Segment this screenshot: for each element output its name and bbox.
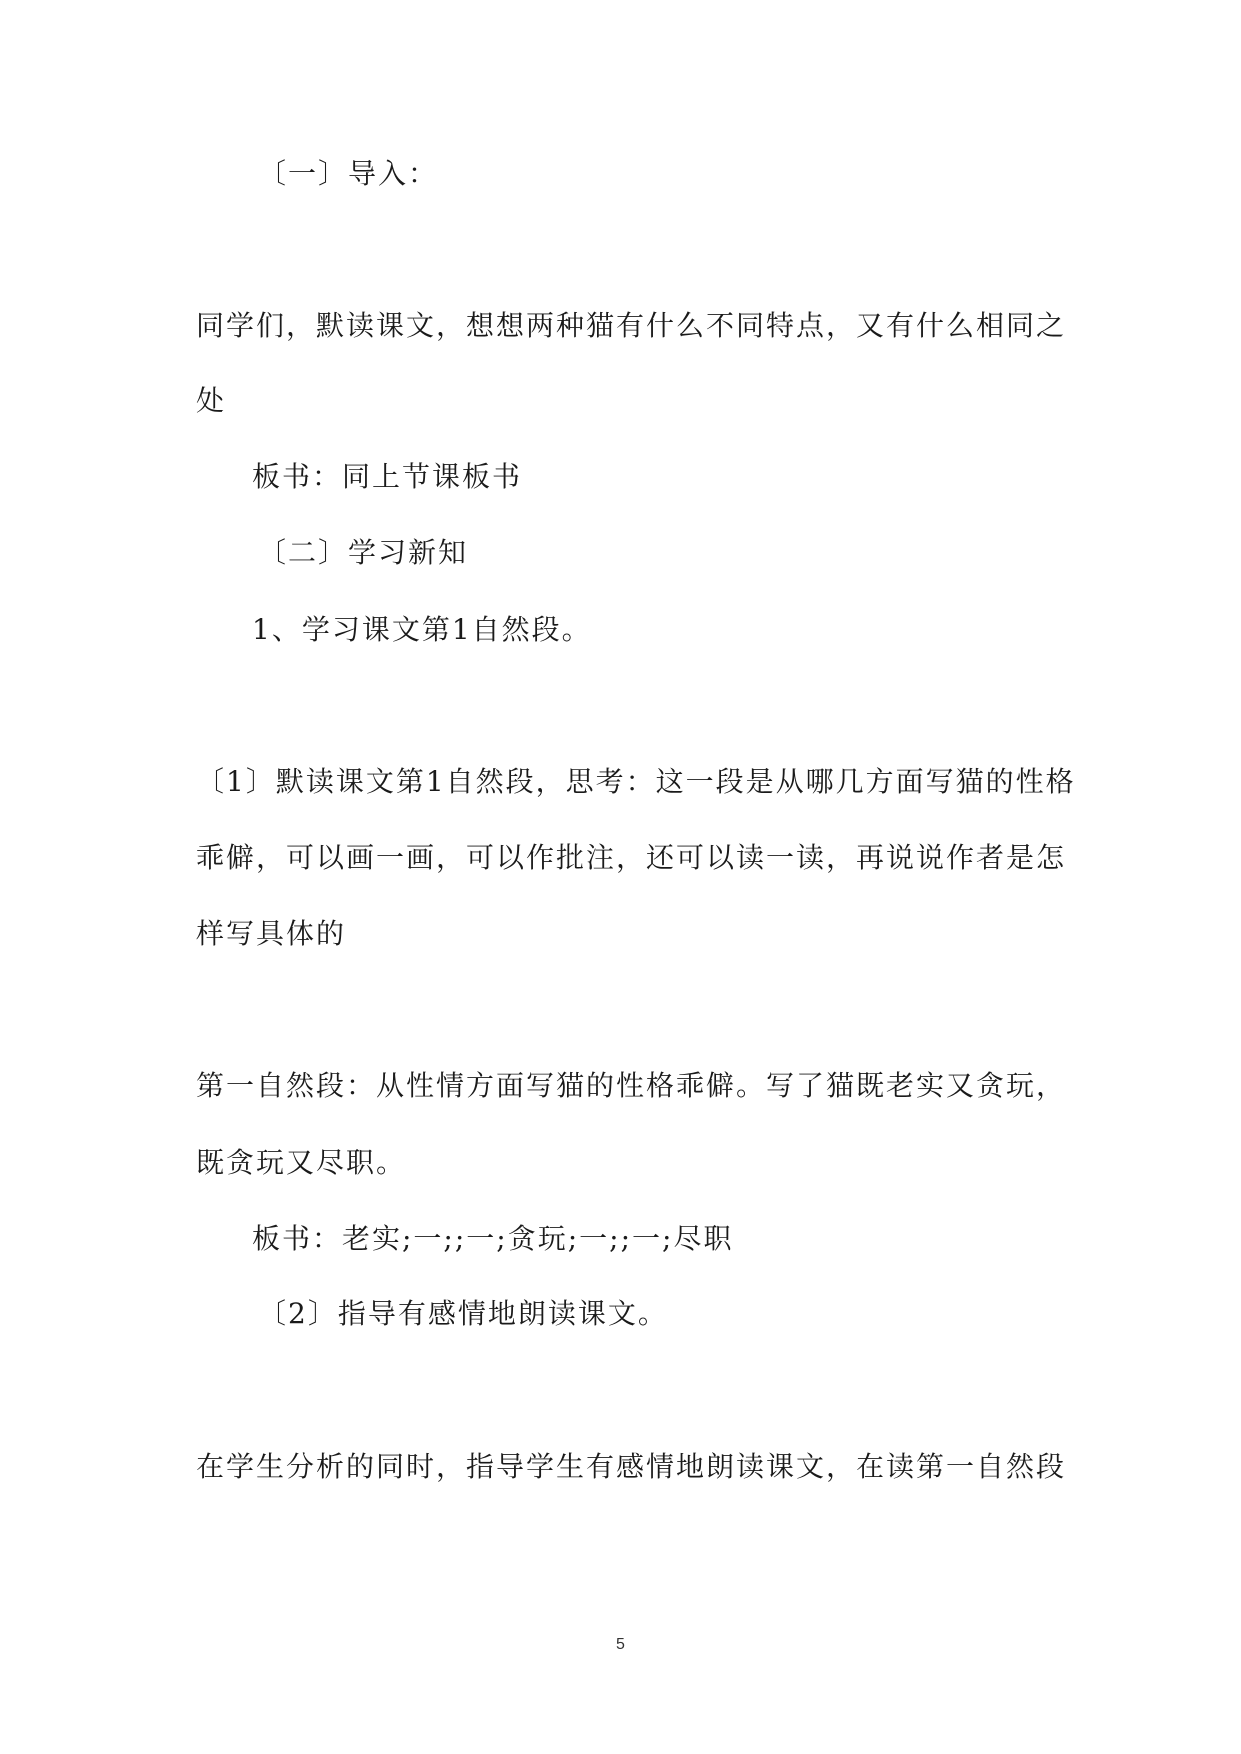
paragraph-line: 第一自然段：从性情方面写猫的性格乖僻。写了猫既老实又贪玩，: [196, 1069, 1067, 1102]
paragraph-line: 〔1〕默读课文第1自然段，思考：这一段是从哪几方面写猫的性格: [196, 765, 1076, 798]
board-note: 板书：同上节课板书: [252, 460, 523, 493]
paragraph-line: 既贪玩又尽职。: [196, 1146, 407, 1179]
subsection-heading: 1、学习课文第1自然段。: [252, 613, 592, 646]
subsection-heading: 〔2〕指导有感情地朗读课文。: [258, 1297, 668, 1330]
paragraph-line: 在学生分析的同时，指导学生有感情地朗读课文，在读第一自然段: [196, 1450, 1067, 1483]
section-heading-new-knowledge: 〔二〕学习新知: [258, 536, 469, 569]
paragraph-line: 处: [196, 384, 227, 417]
page-number: 5: [616, 1636, 625, 1653]
paragraph-line: 乖僻，可以画一画，可以作批注，还可以读一读，再说说作者是怎: [196, 841, 1067, 874]
section-heading-intro: 〔一〕导入：: [258, 157, 439, 190]
board-note: 板书：老实;一;;一;贪玩;一;;一;尽职: [252, 1222, 734, 1255]
paragraph-line: 同学们，默读课文，想想两种猫有什么不同特点，又有什么相同之: [196, 309, 1067, 342]
paragraph-line: 样写具体的: [196, 917, 347, 950]
